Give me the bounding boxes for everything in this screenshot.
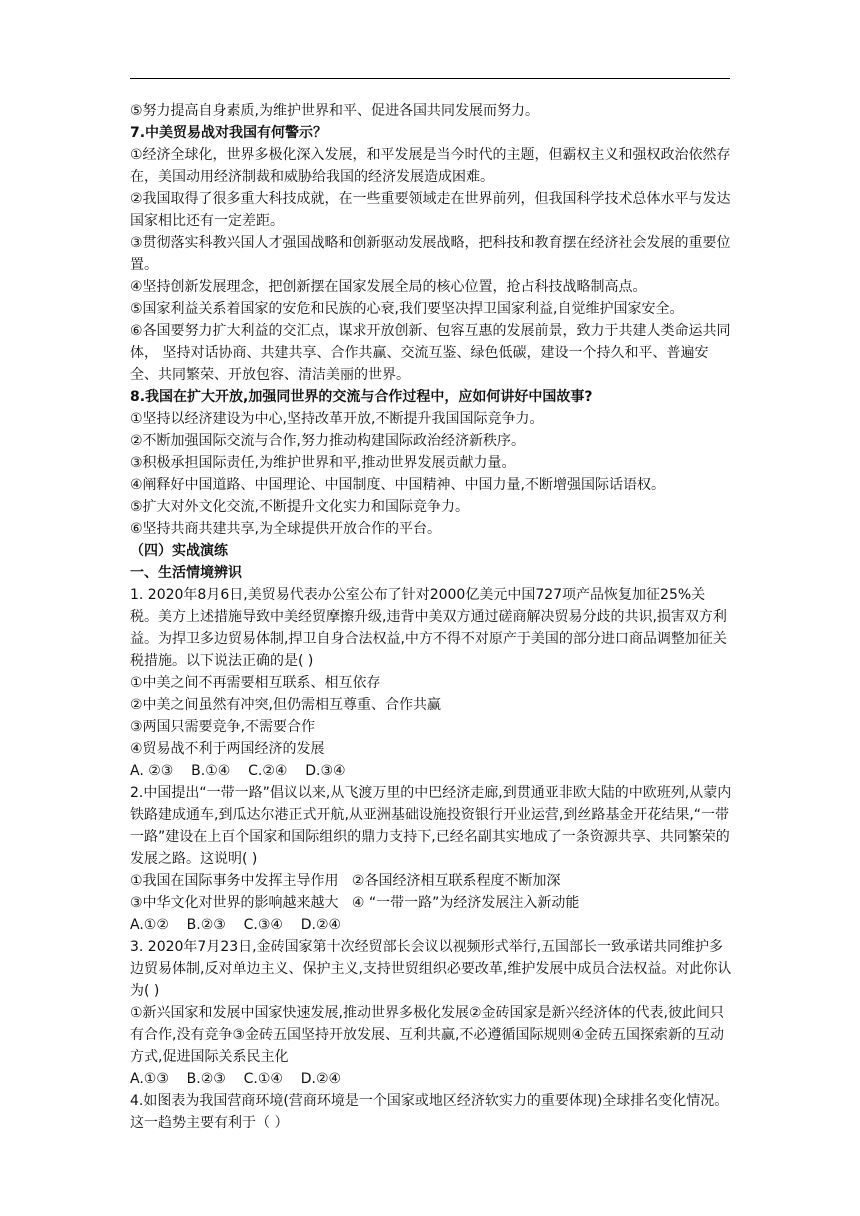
exercise-1-stem: 1. 2020年8月6日,美贸易代表办公室公布了针对2000亿美元中国727项产品恢复加征25%关税。美方上述措施导致中美经贸摩擦升级,违背中美双方通过磋商解决贸易分歧的共识,损害双方利益。为捍卫多边贸易体制,捍卫自身合法权益,中方不得不对原产于美国的部分进口商品调整加征关税措施。以下说法正确的是( ) [130,587,727,669]
exercise-4-stem: 4.如图表为我国营商环境(营商环境是一个国家或地区经济软实力的重要体现)全球排名变化情况。这一趋势主要有利于（ ） [130,1093,729,1131]
exercise-2-choices: A.①② B.②③ C.③④ D.②④ [130,917,342,933]
exercise-3-stem: 3. 2020年7月23日,金砖国家第十次经贸部长会议以视频形式举行,五国部长一致承诺共同维护多边贸易体制,反对单边主义、保护主义,支持世贸组织必要改革,维护发展中成员合法权益。对此你认为( ) [130,939,732,999]
exercise-2-stem: 2.中国提出“一带一路”倡议以来,从飞渡万里的中巴经济走廊,到贯通亚非欧大陆的中欧班列,从蒙内铁路建成通车,到瓜达尔港正式开航,从亚洲基础设施投资银行开业运营,到丝路基金开花结果,“一带一路”建设在上百个国家和国际组织的鼎力支持下,已经名副其实地成了一条资源共享、共同繁荣的发展之路。这说明( ) [130,785,732,867]
exercise-1-option-4: ④贸易战不利于两国经济的发展 [130,741,325,757]
q7-item-4: ④坚持创新发展理念，把创新摆在国家发展全局的核心位置，抢占科技战略制高点。 [130,279,647,295]
q8-item-5: ⑤扩大对外文化交流,不断提升文化实力和国际竞争力。 [130,499,469,515]
section-4-subtitle: 一、生活情境辨识 [130,565,242,581]
exercise-1-option-2: ②中美之间虽然有冲突,但仍需相互尊重、合作共赢 [130,697,441,713]
exercise-1-choices: A. ②③ B.①④ C.②④ D.③④ [130,763,346,779]
q7-item-2: ②我国取得了很多重大科技成就，在一些重要领域走在世界前列，但我国科学技术总体水平与发达国家相比还有一定差距。 [130,191,731,229]
q7-item-1: ①经济全球化，世界多极化深入发展，和平发展是当今时代的主题，但霸权主义和强权政治依然存在，美国动用经济制裁和威胁给我国的经济发展造成困难。 [130,147,731,185]
exercise-2-option-1: ①我国在国际事务中发挥主导作用 ②各国经济相互联系程度不断加深 [130,873,561,889]
q8-item-2: ②不断加强国际交流与合作,努力推动构建国际政治经济新秩序。 [130,433,525,449]
q8-item-4: ④阐释好中国道路、中国理论、中国制度、中国精神、中国力量,不断增强国际话语权。 [130,477,665,493]
q8-item-6: ⑥坚持共商共建共享,为全球提供开放合作的平台。 [130,521,441,537]
q8-item-3: ③积极承担国际责任,为维护世界和平,推动世界发展贡献力量。 [130,455,516,471]
section-4-title: （四）实战演练 [130,543,228,559]
document-body [130,100,732,1134]
q7-item-3: ③贯彻落实科教兴国人才强国战略和创新驱动发展战略，把科技和教育摆在经济社会发展的重要位置。 [130,235,731,273]
question-7-title: 7.中美贸易战对我国有何警示？ [130,125,328,141]
q7-item-5: ⑤国家利益关系着国家的安危和民族的心衰,我们要坚决捍卫国家利益,自觉维护国家安全。 [130,301,684,317]
q8-item-1: ①坚持以经济建设为中心,坚持改革开放,不断提升我国国际竞争力。 [130,411,544,427]
exercise-3-choices: A.①③ B.②③ C.①④ D.②④ [130,1071,342,1087]
header-rule [130,78,730,79]
question-8-title: 8.我国在扩大开放,加强同世界的交流与合作过程中，应如何讲好中国故事? [130,389,593,405]
exercise-1-option-3: ③两国只需要竞争,不需要合作 [130,719,316,735]
exercise-2-option-2: ③中华文化对世界的影响越来越大 ④ “一带一路”为经济发展注入新动能 [130,895,580,911]
exercise-3-options: ①新兴国家和发展中国家快速发展,推动世界多极化发展②金砖国家是新兴经济体的代表,彼此间只有合作,没有竞争③金砖五国坚持开放发展、互利共赢,不必遵循国际规则④金砖五国探索新的互动方式,促进国际关系民主化 [130,1005,724,1065]
paragraph-item5: ⑤努力提高自身素质,为维护世界和平、促进各国共同发展而努力。 [130,103,539,119]
q7-item-6: ⑥各国要努力扩大利益的交汇点，谋求开放创新、包容互惠的发展前景，致力于共建人类命运共同体， 坚持对话协商、共建共享、合作共赢、交流互鉴、绿色低碳，建设一个持久和平、普遍安全、共同繁荣、开放包容、清洁美丽的世界。 [130,323,731,383]
exercise-1-option-1: ①中美之间不再需要相互联系、相互依存 [130,675,381,691]
